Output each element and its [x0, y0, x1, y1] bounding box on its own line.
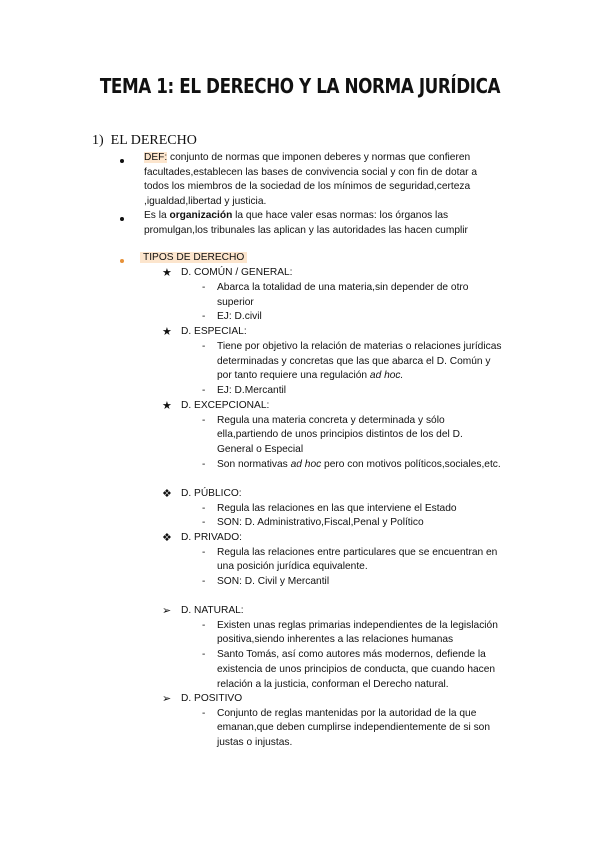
especial-item1-line3: por tanto requiere una regulación ad hoc. [217, 370, 404, 382]
privado-label: D. PRIVADO: [181, 532, 242, 543]
excepcional-item1-line2: ella,partiendo de unos principios distintos de los del D. [217, 429, 463, 441]
publico-item2: SON: D. Administrativo,Fiscal,Penal y Político [217, 517, 424, 529]
publico-item1: Regula las relaciones en las que interviene el Estado [217, 502, 457, 514]
org-line-2: promulgan,los tribunales las aplican y las autoridades las hacen cumplir [144, 224, 468, 236]
comun-item1-line2: superior [217, 296, 254, 308]
excepcional-item1-line3: General o Especial [217, 444, 304, 456]
especial-item2: EJ: D.Mercantil [217, 385, 287, 397]
dash-icon: - [202, 311, 206, 323]
section-heading [92, 133, 197, 149]
dash-icon: - [202, 576, 206, 588]
comun-item1-line1: Abarca la totalidad de una materia,sin depender de otro [217, 282, 469, 293]
dash-icon: - [202, 619, 206, 631]
natural-item1-line1: Existen unas reglas primarias independientes de la legislación [217, 619, 498, 631]
positivo-item1-line2: emanan,que deben cumplirse independientemente de si son [217, 722, 490, 734]
arrowhead-icon: ➢ [162, 605, 172, 617]
positivo-item1-line1: Conjunto de reglas mantenidas por la autoridad de la que [217, 707, 477, 719]
def-line-2: facultades,establecen las bases de convivencia social y con fin de dotar a [144, 166, 477, 178]
excepcional-item1-line1: Regula una materia concreta y determinada y sólo [217, 414, 445, 426]
bullet-icon [120, 259, 124, 263]
bullet-icon [120, 159, 124, 163]
dash-icon: - [202, 649, 206, 661]
star-icon: ★ [162, 267, 172, 279]
section-number: 1) [92, 133, 104, 148]
star-icon: ★ [162, 326, 172, 338]
org-line-1: Es la organización la que hace valer esas normas: los órganos las [144, 210, 449, 221]
diamond-icon: ❖ [162, 532, 172, 544]
positivo-label: D. POSITIVO [181, 693, 243, 704]
dash-icon: - [202, 517, 206, 529]
dash-icon: - [202, 707, 206, 719]
dash-icon: - [202, 458, 206, 470]
dash-icon: - [202, 546, 206, 558]
star-icon: ★ [162, 400, 172, 412]
org-bold: organización [169, 210, 233, 221]
natural-item1-line2: positiva,siendo inherentes a las relaciones humanas [217, 634, 454, 646]
privado-item1-line2: una posición jurídica equivalente. [217, 561, 368, 573]
excepcional-label: D. EXCEPCIONAL: [181, 400, 270, 411]
def-line-4: ,igualdad,libertad y justicia. [144, 196, 267, 208]
def-line-3: todos los miembros de la sociedad de los mínimos de seguridad,certeza [144, 181, 471, 193]
def-label: DEF: [144, 152, 168, 163]
def-line-1: DEF: conjunto de normas que imponen deberes y normas que confieren [144, 152, 471, 163]
dash-icon: - [202, 282, 206, 293]
dash-icon: - [202, 385, 206, 397]
especial-item1-line1: Tiene por objetivo la relación de materias o relaciones jurídicas [217, 341, 502, 352]
privado-item1-line1: Regula las relaciones entre particulares que se encuentran en [217, 546, 498, 558]
page-title: TEMA 1: EL DERECHO Y LA NORMA JURÍDICA [99, 74, 501, 98]
comun-item2: EJ: D.civil [217, 311, 262, 323]
natural-item2-line3: relación a la justicia, conforman el Derecho natural. [217, 678, 449, 690]
especial-label: D. ESPECIAL: [181, 326, 247, 337]
dash-icon: - [202, 341, 206, 352]
excepcional-item2: Son normativas ad hoc pero con motivos políticos,sociales,etc. [217, 458, 501, 470]
section-title: EL DERECHO [110, 133, 197, 148]
especial-item1-line2: determinadas y concretas que las que abarca el D. Común y [217, 355, 491, 367]
arrowhead-icon: ➢ [162, 693, 172, 705]
privado-item2: SON: D. Civil y Mercantil [217, 576, 330, 588]
comun-label: D. COMÚN / GENERAL: [181, 267, 293, 278]
dash-icon: - [202, 414, 206, 426]
bullet-icon [120, 217, 124, 221]
diamond-icon: ❖ [162, 488, 172, 500]
publico-label: D. PÚBLICO: [181, 488, 242, 499]
dash-icon: - [202, 502, 206, 514]
positivo-item1-line3: justas o injustas. [217, 737, 293, 749]
tipos-heading: TIPOS DE DERECHO [140, 251, 247, 266]
natural-item2-line1: Santo Tomás, así como autores más modernos, defiende la [217, 649, 486, 661]
natural-label: D. NATURAL: [181, 605, 244, 616]
natural-item2-line2: existencia de unos principios de conducta, que cuando hacen [217, 663, 496, 675]
